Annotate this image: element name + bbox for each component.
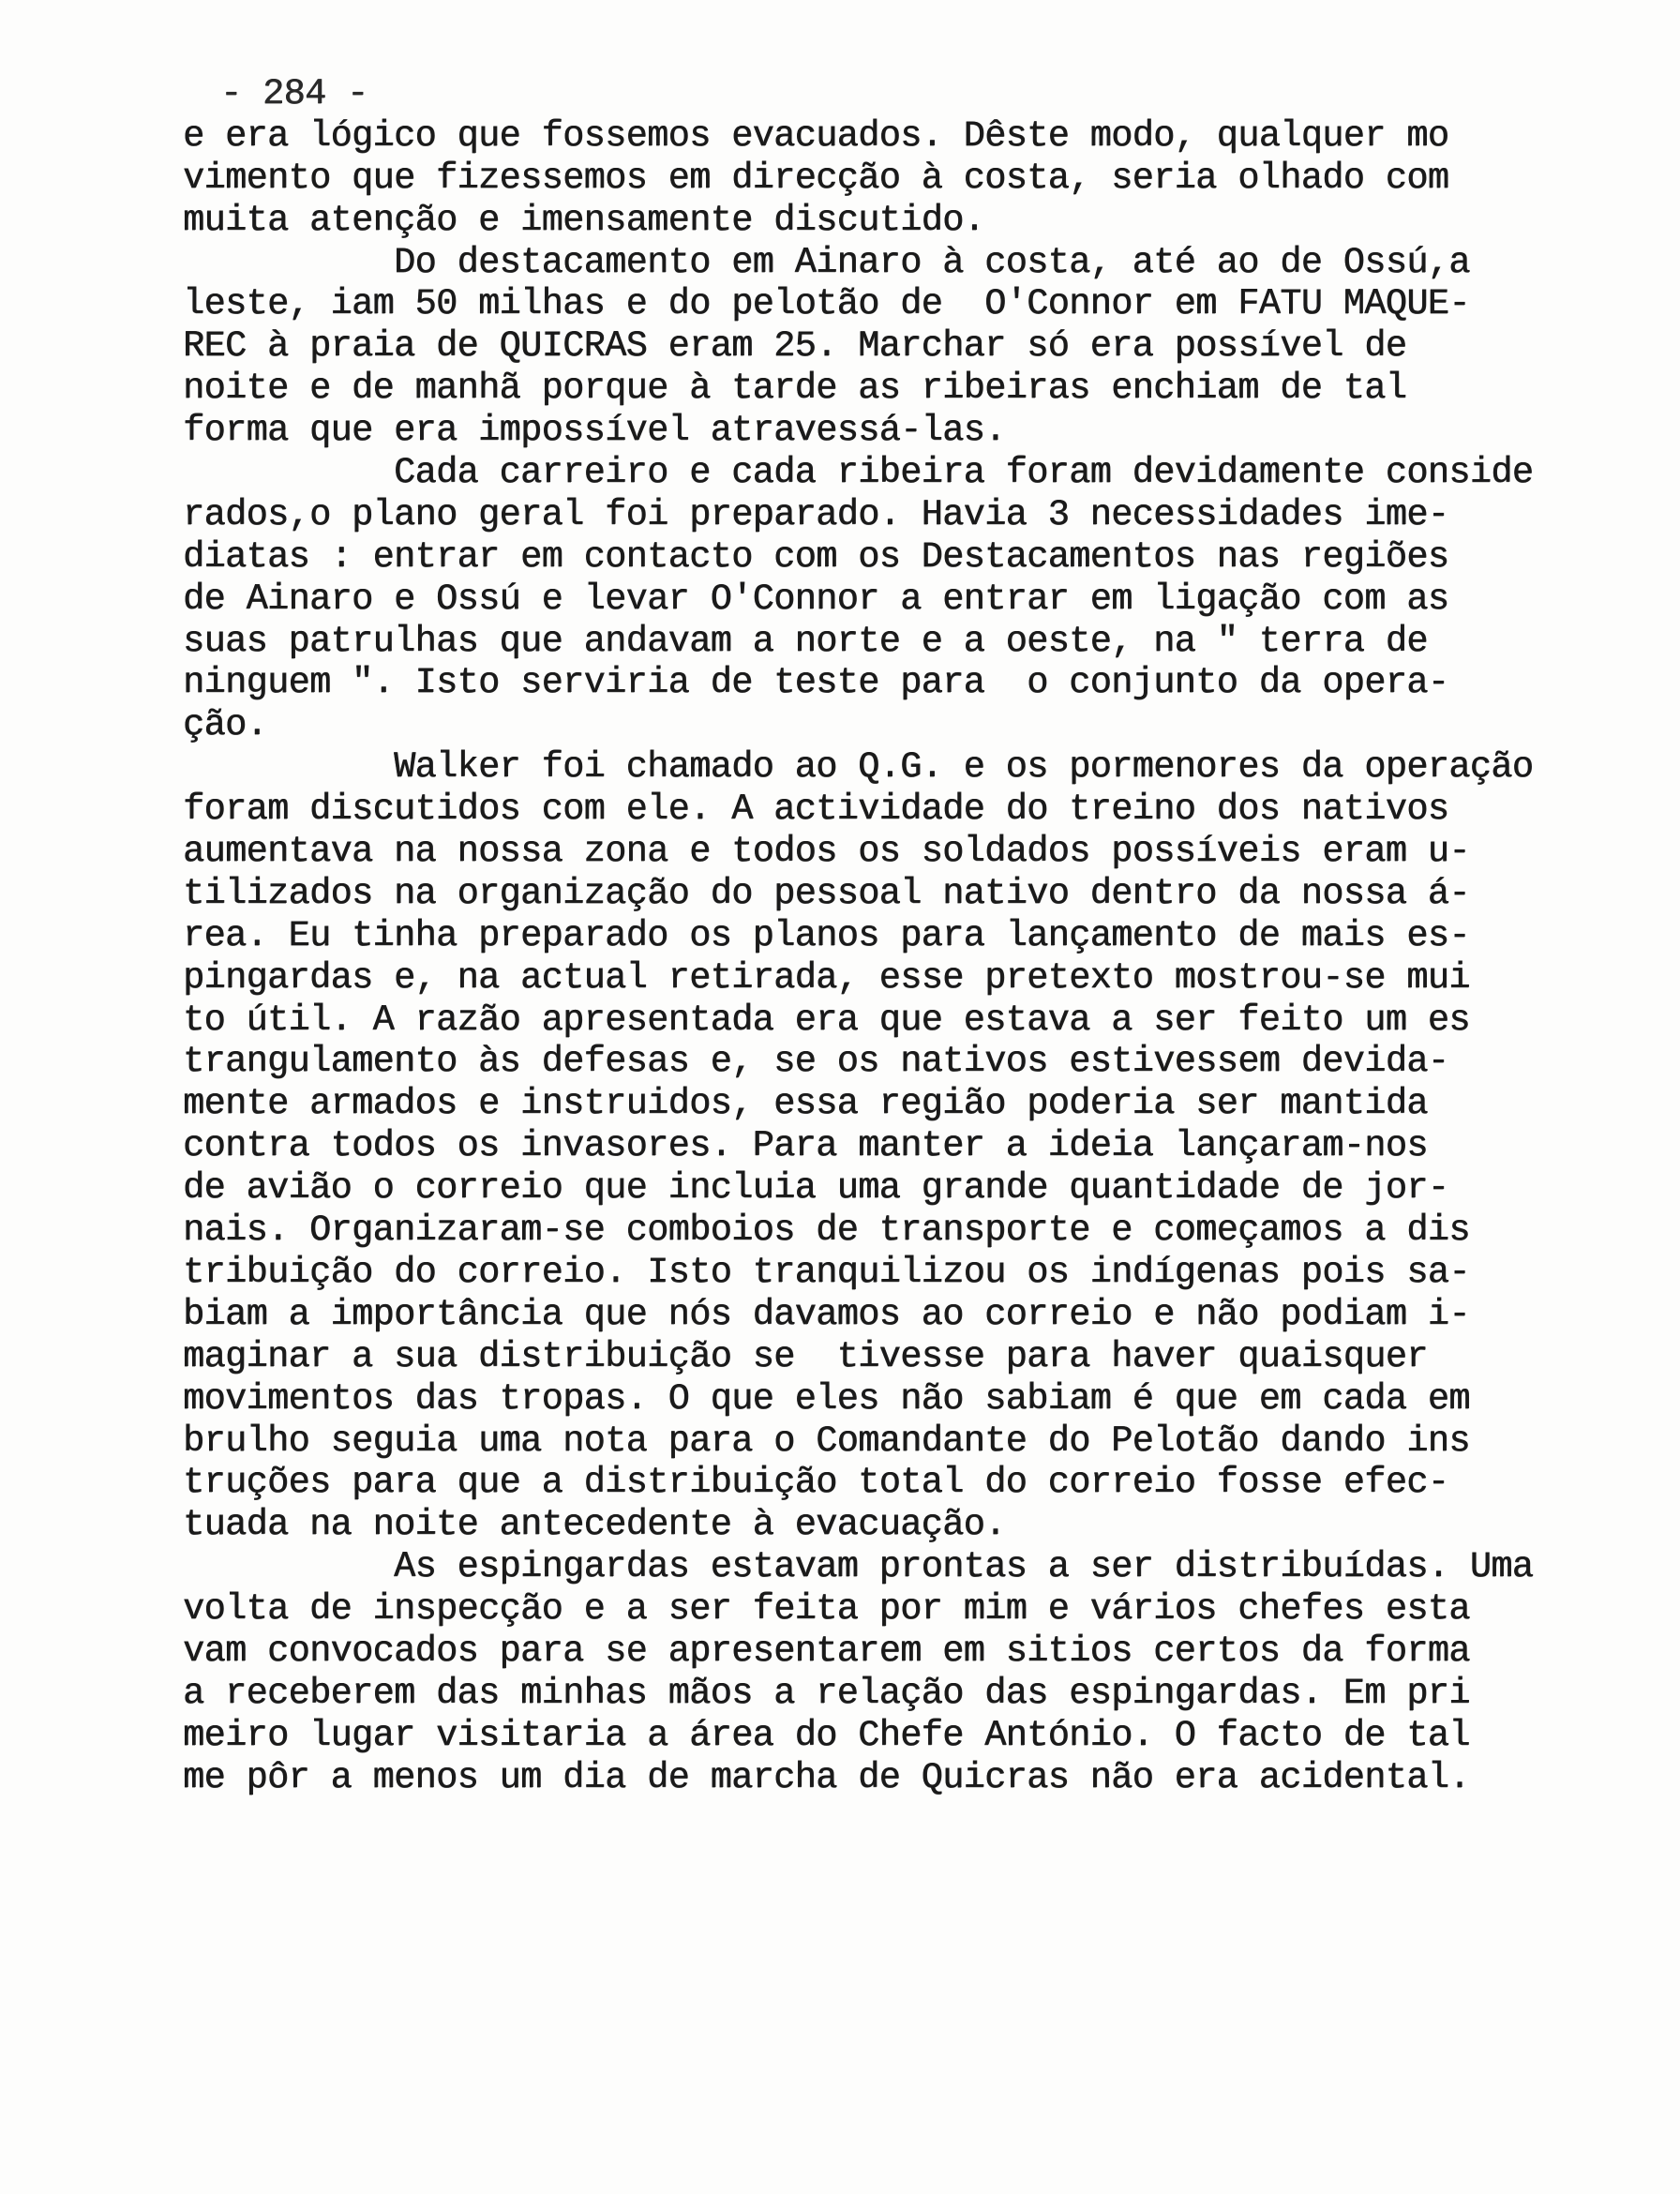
text-line: aumentava na nossa zona e todos os soldados possíveis eram u- [183, 831, 1470, 873]
text-line: contra todos os invasores. Para manter a ideia lançaram-nos [183, 1125, 1428, 1167]
page-number: - 284 - [220, 73, 368, 114]
text-line: tribuição do correio. Isto tranquilizou os indígenas pois sa- [183, 1251, 1470, 1293]
text-line: suas patrulhas que andavam a norte e a oeste, na " terra de [183, 620, 1428, 662]
text-line: foram discutidos com ele. A actividade do treino dos nativos [183, 789, 1449, 831]
text-line: ção. [183, 704, 268, 746]
text-line: volta de inspecção e a ser feita por mim e vários chefes esta [183, 1588, 1470, 1630]
text-line: de Ainaro e Ossú e levar O'Connor a entrar em ligação com as [183, 578, 1449, 620]
text-line: rados,o plano geral foi preparado. Havia 3 necessidades ime- [183, 493, 1449, 535]
text-line: diatas : entrar em contacto com os Destacamentos nas regiões [183, 535, 1449, 578]
text-line: Walker foi chamado ao Q.G. e os pormenores da operação [183, 746, 1534, 789]
text-line: forma que era impossível atravessá-las. [183, 410, 1006, 452]
text-line: to útil. A razão apresentada era que estava a ser feito um es [183, 999, 1470, 1041]
text-line: nais. Organizaram-se comboios de transporte e começamos a dis [183, 1210, 1470, 1252]
text-line: a receberem das minhas mãos a relação das espingardas. Em pri [183, 1672, 1470, 1714]
text-line: mente armados e instruidos, essa região poderia ser mantida [183, 1083, 1428, 1125]
text-line: brulho seguia uma nota para o Comandante do Pelotão dando ins [183, 1420, 1470, 1462]
text-line: Do destacamento em Ainaro à costa, até ao de Ossú,a [183, 241, 1470, 283]
text-line: ninguem ". Isto serviria de teste para o conjunto da opera- [183, 662, 1449, 704]
text-line: vimento que fizessemos em direcção à costa, seria olhado com [183, 157, 1449, 199]
text-line: Cada carreiro e cada ribeira foram devidamente conside [183, 452, 1534, 494]
text-line: leste, iam 50 milhas e do pelotão de O'Connor em FATU MAQUE- [183, 283, 1470, 325]
text-line: vam convocados para se apresentarem em sitios certos da forma [183, 1630, 1470, 1672]
text-line: pingardas e, na actual retirada, esse pretexto mostrou-se mui [183, 956, 1470, 999]
text-line: truções para que a distribuição total do correio fosse efec- [183, 1462, 1449, 1504]
typed-text-block [183, 73, 1645, 1799]
text-line: REC à praia de QUICRAS eram 25. Marchar só era possível de [183, 325, 1407, 368]
text-line: muita atenção e imensamente discutido. [183, 199, 985, 241]
text-line: maginar a sua distribuição se tivesse para haver quaisquer [183, 1335, 1428, 1377]
text-line: rea. Eu tinha preparado os planos para lançamento de mais es- [183, 914, 1470, 956]
text-line: biam a importância que nós davamos ao correio e não podiam i- [183, 1293, 1470, 1335]
text-line: As espingardas estavam prontas a ser distribuídas. Uma [183, 1546, 1534, 1588]
text-line: me pôr a menos um dia de marcha de Quicras não era acidental. [183, 1756, 1470, 1798]
text-line: tilizados na organização do pessoal nativo dentro da nossa á- [183, 872, 1470, 914]
text-line: de avião o correio que incluia uma grande quantidade de jor- [183, 1167, 1449, 1210]
text-line: noite e de manhã porque à tarde as ribeiras enchiam de tal [183, 368, 1407, 410]
text-line: trangulamento às defesas e, se os nativos estivessem devida- [183, 1041, 1449, 1083]
text-line: movimentos das tropas. O que eles não sabiam é que em cada em [183, 1377, 1470, 1420]
text-line: tuada na noite antecedente à evacuação. [183, 1504, 1006, 1546]
text-line: e era lógico que fossemos evacuados. Dêste modo, qualquer mo [183, 114, 1449, 157]
text-line: meiro lugar visitaria a área do Chefe António. O facto de tal [183, 1714, 1470, 1756]
